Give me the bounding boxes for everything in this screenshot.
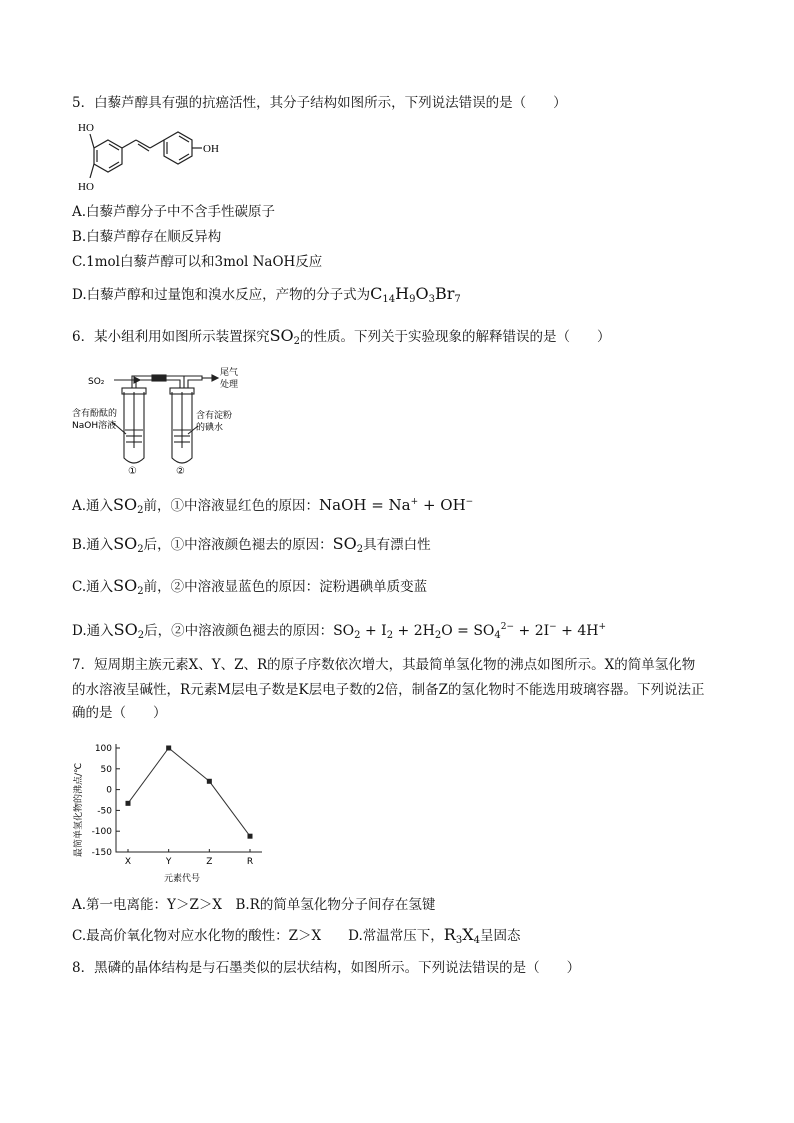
q7-stem-line-3: 确的是（ ） <box>72 705 167 721</box>
so2-apparatus-figure <box>72 362 272 477</box>
q8-stem: 8．黑磷的晶体结构是与石墨类似的层状结构，如图所示。下列说法错误的是（ ） <box>72 960 581 976</box>
q6-stem: 6．某小组利用如图所示装置探究$SO_2$的性质。下列关于实验现象的解释错误的是（ ） <box>72 326 611 347</box>
tube-2-number: ② <box>176 466 185 477</box>
chart-y-tick-label: -50 <box>97 806 112 817</box>
chart-x-axis-title: 元素代号 <box>163 874 201 884</box>
chart-y-tick-label: 0 <box>106 785 112 796</box>
tail-gas-label-1: 尾气 <box>220 368 239 378</box>
chart-point-R <box>248 834 253 839</box>
q5-stem: 5．白藜芦醇具有强的抗癌活性，其分子结构如图所示，下列说法错误的是（ ） <box>72 95 567 111</box>
q5-formula: $C_{14}H_9O_3Br_7$ <box>370 284 461 305</box>
chart-x-tick-label: R <box>246 857 254 867</box>
resveratrol-structure-figure <box>72 118 242 196</box>
q5-option-a: A.白藜芦醇分子中不含手性碳原子 <box>72 204 276 220</box>
chart-point-Z <box>207 779 212 784</box>
so2-inlet-label: SO₂ <box>88 377 105 387</box>
ho-top-label: HO <box>78 122 94 134</box>
q5-option-c: C.1mol白藜芦醇可以和3mol NaOH反应 <box>72 254 323 270</box>
chart-x-tick-label: Z <box>206 857 213 867</box>
chart-series-line <box>128 748 250 836</box>
left-tube-label-1: 含有酚酞的 <box>72 409 118 419</box>
chart-x-tick-label: Y <box>165 857 172 867</box>
chart-y-tick-label: -150 <box>91 848 112 858</box>
chart-y-tick-label: -100 <box>91 827 112 838</box>
ho-bottom-label: HO <box>78 181 94 193</box>
q6-option-b: B.通入$SO_2$后，①中溶液颜色褪去的原因：$SO_2$具有漂白性 <box>72 534 431 555</box>
q5-option-d: D.白藜芦醇和过量饱和溴水反应，产物的分子式为$C_{14}H_9O_3Br_7$ <box>72 284 461 305</box>
q7-options-cd: C.最高价氧化物对应水化物的酸性：Z＞X D.常温常压下，$R_3X_4$呈固态 <box>72 925 521 946</box>
q6-option-c: C.通入$SO_2$前，②中溶液显蓝色的原因：淀粉遇碘单质变蓝 <box>72 576 428 597</box>
oh-right-label: OH <box>203 143 219 155</box>
q6-option-a: A.通入$SO_2$前，①中溶液显红色的原因：NaOH = Na+ + OH− <box>72 495 474 516</box>
right-tube-label-2: 的碘水 <box>196 423 224 433</box>
chart-y-tick-label: 100 <box>94 744 112 754</box>
left-tube-label-2: NaOH溶液 <box>72 421 117 431</box>
boiling-point-chart <box>72 738 272 886</box>
q7-stem-line-2: 的水溶液呈碱性，R元素M层电子数是K层电子数的2倍，制备Z的氢化物时不能选用玻璃容器。下列说法正 <box>72 682 705 698</box>
right-tube-label-1: 含有淀粉 <box>196 411 233 421</box>
tail-gas-label-2: 处理 <box>220 380 239 390</box>
chart-axes <box>116 744 262 852</box>
chart-x-tick-label: X <box>124 857 132 867</box>
q5-option-b: B.白藜芦醇存在顺反异构 <box>72 229 222 245</box>
tube-1-number: ① <box>128 466 137 477</box>
q6-option-d: D.通入$SO_2$后，②中溶液颜色褪去的原因：$SO_2 + I_2 + 2H_2O = SO_4^{2-} + 2I^- + 4H^+$ <box>72 620 606 641</box>
q7-stem-line-1: 7．短周期主族元素X、Y、Z、R的原子序数依次增大，其最简单氢化物的沸点如图所示。X的简单氢化物 <box>72 657 696 673</box>
chart-y-tick-label: 50 <box>100 764 112 775</box>
chart-point-X <box>126 801 131 806</box>
chart-point-Y <box>166 746 171 751</box>
q7-options-ab: A.第一电离能：Y＞Z＞X B.R的简单氢化物分子间存在氢键 <box>72 897 436 913</box>
chart-y-axis-title: 最简单氢化物的沸点/℃ <box>74 762 84 858</box>
